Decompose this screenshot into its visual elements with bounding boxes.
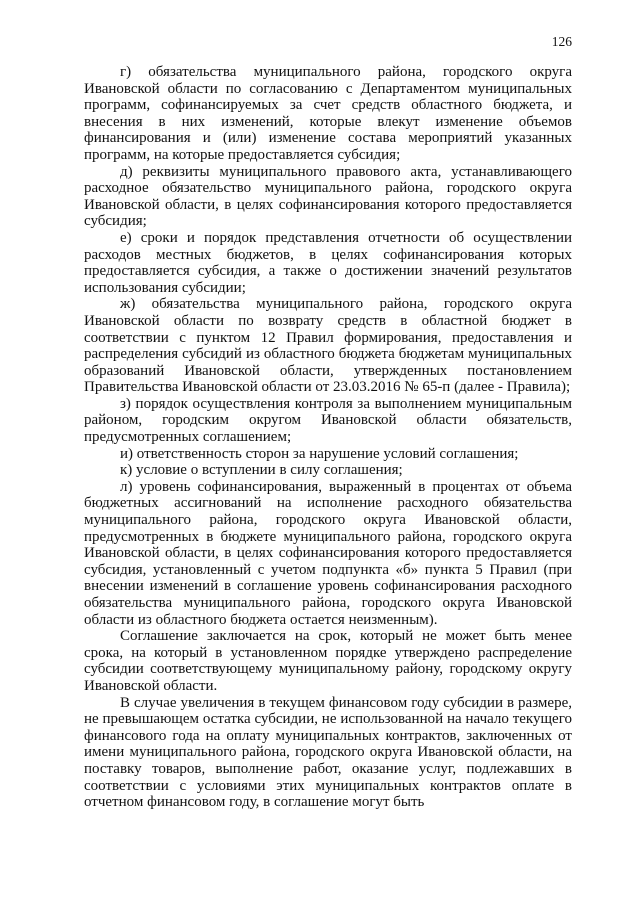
document-body <box>84 64 572 811</box>
page-number: 126 <box>551 34 572 49</box>
paragraph-zh-return-obligations: ж) обязательства муниципального района, городского округа Ивановской области по возврату средств в областной бюджет в соответствии с пунктом 12 Правил формирования, предоставления и распределения субсидий из областного бюджета бюджетам муниципальных образований Ивановской области, утвержденных постановлением Правительства Ивановской области от 23.03.2016 № 65-п (далее - Правила); <box>84 296 572 396</box>
paragraph-l-cofinancing-level: л) уровень софинансирования, выраженный в процентах от объема бюджетных ассигнований на исполнение расходного обязательства муниципального района, городского округа Ивановской области, предусмотренных в бюджете муниципального района, городского округа Ивановской области, в целях софинансирования которого предоставляется субсидия, установленный с учетом подпункта «б» пункта 5 Правил (при внесении изменений в соглашение уровень софинансирования расходного обязательства муниципального района, городского округа Ивановской области из областного бюджета остается неизменным). <box>84 478 572 628</box>
paragraph-d-legal-act-details: д) реквизиты муниципального правового акта, устанавливающего расходное обязательство муниципального района, городского округа Ивановской области, в целях софинансирования которого предоставляется субсидия; <box>84 163 572 230</box>
paragraph-g-municipal-programs: г) обязательства муниципального района, городского округа Ивановской области по согласованию с Департаментом муниципальных программ, софинансируемых за счет средств областного бюджета, и внесения в них изменений, которые влекут изменение объемов финансирования и (или) изменение состава мероприятий указанных программ, на которые предоставляется субсидия; <box>84 64 572 163</box>
paragraph-z-control-procedure: з) порядок осуществления контроля за выполнением муниципальным районом, городским округом Ивановской области обязательств, предусмотренных соглашением; <box>84 395 572 446</box>
paragraph-agreement-term: Соглашение заключается на срок, который не может быть менее срока, на который в установленном порядке утверждено распределение субсидии соответствующему муниципальному району, городскому округу Ивановской области. <box>84 628 572 694</box>
paragraph-e-reporting-terms: е) сроки и порядок представления отчетности об осуществлении расходов местных бюджетов, в целях софинансирования которых предоставляется субсидия, а также о достижении значений результатов использования субсидии; <box>84 229 572 296</box>
paragraph-subsidy-increase: В случае увеличения в текущем финансовом году субсидии в размере, не превышающем остатка субсидии, не использованной на начало текущего финансового года на оплату муниципальных контрактов, заключенных от имени муниципального района, городского округа Ивановской области, на поставку товаров, выполнение работ, оказание услуг, подлежавших в соответствии с условиями этих муниципальных контрактов оплате в отчетном финансовом году, в соглашение могут быть <box>84 694 572 811</box>
paragraph-i-liability: и) ответственность сторон за нарушение условий соглашения; <box>120 445 519 462</box>
paragraph-k-entry-into-force: к) условие о вступлении в силу соглашения; <box>120 462 403 479</box>
